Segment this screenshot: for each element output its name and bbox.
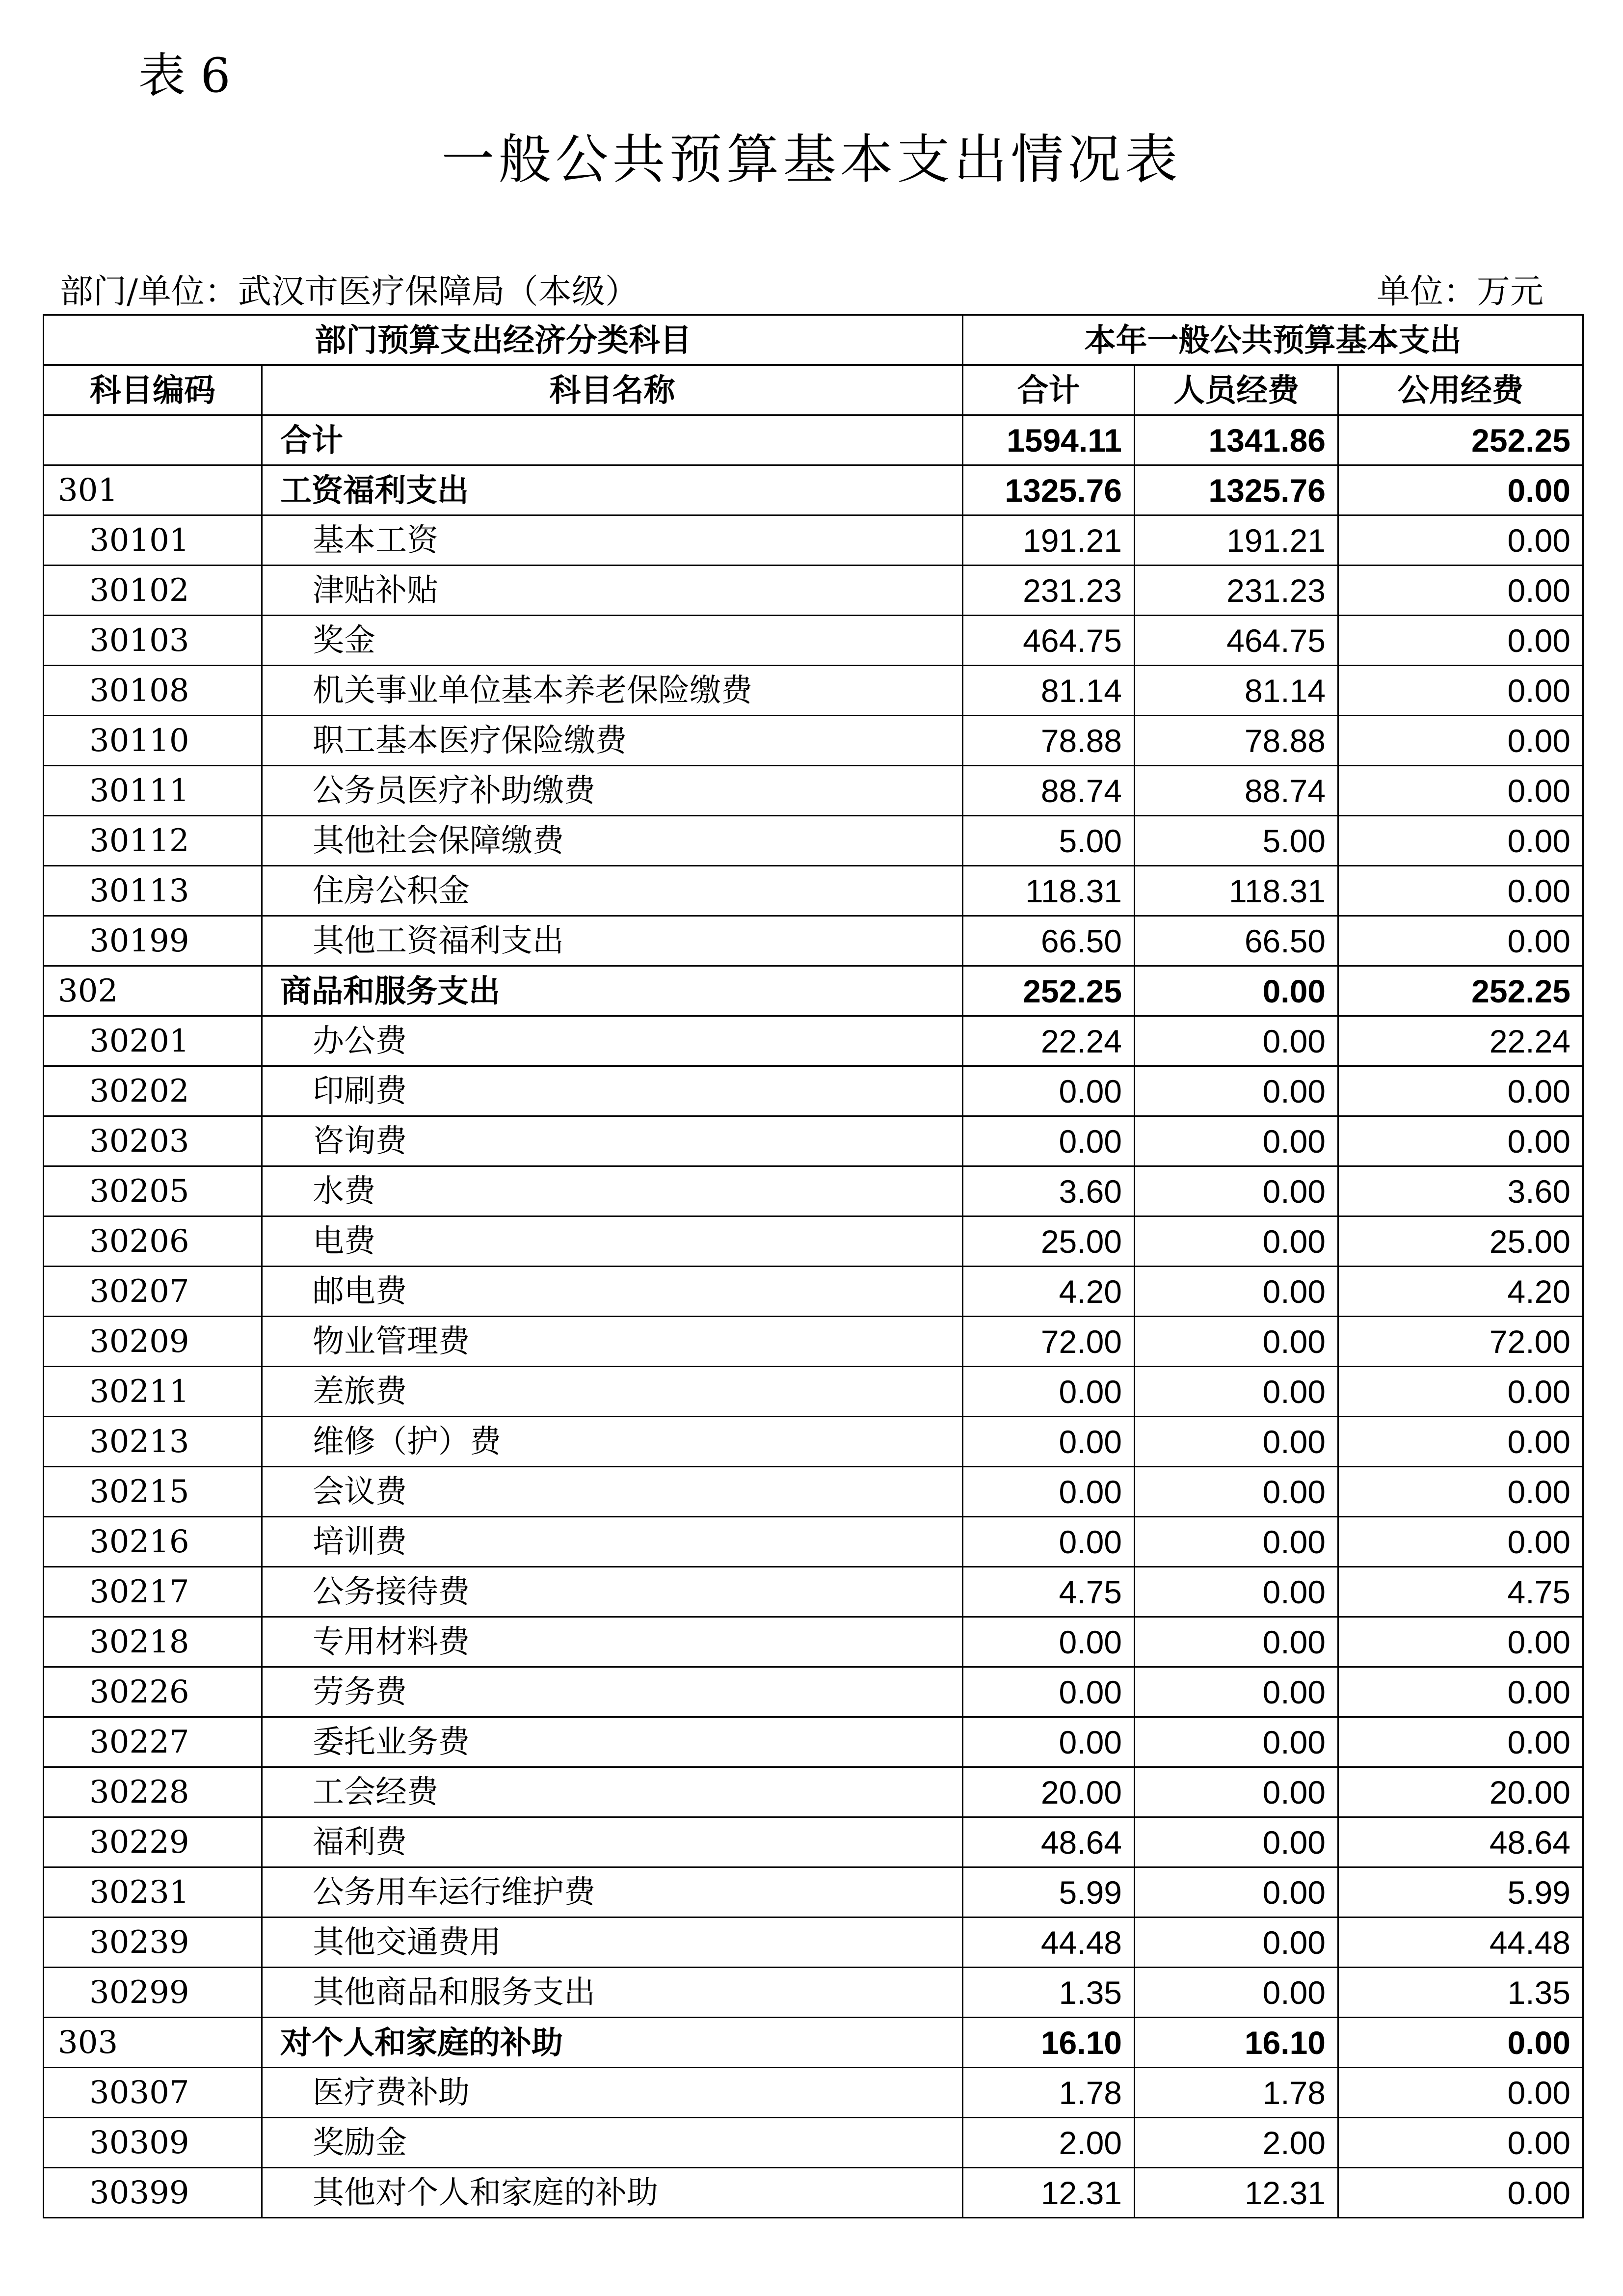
row-personnel: 0.00 bbox=[1135, 1717, 1338, 1767]
row-name: 水费 bbox=[262, 1166, 963, 1216]
row-total: 2.00 bbox=[963, 2118, 1135, 2168]
row-name: 合计 bbox=[262, 415, 963, 465]
row-name: 劳务费 bbox=[262, 1667, 963, 1717]
row-name: 邮电费 bbox=[262, 1267, 963, 1317]
row-name: 公务接待费 bbox=[262, 1567, 963, 1617]
row-code: 30103 bbox=[44, 616, 262, 666]
budget-table-body bbox=[44, 315, 1583, 2218]
row-personnel: 1.78 bbox=[1135, 2068, 1338, 2118]
row-public: 0.00 bbox=[1338, 1367, 1583, 1417]
table-row bbox=[44, 1918, 1583, 1968]
row-personnel: 0.00 bbox=[1135, 1517, 1338, 1567]
table-row bbox=[44, 1066, 1583, 1116]
row-code: 30111 bbox=[44, 766, 262, 816]
table-row bbox=[44, 1567, 1583, 1617]
row-code: 30205 bbox=[44, 1166, 262, 1216]
row-name: 职工基本医疗保险缴费 bbox=[262, 716, 963, 766]
row-name: 奖金 bbox=[262, 616, 963, 666]
row-total: 3.60 bbox=[963, 1166, 1135, 1216]
row-name: 工资福利支出 bbox=[262, 465, 963, 515]
row-name: 医疗费补助 bbox=[262, 2068, 963, 2118]
row-total: 81.14 bbox=[963, 666, 1135, 716]
row-name: 其他交通费用 bbox=[262, 1918, 963, 1968]
row-total: 4.20 bbox=[963, 1267, 1135, 1317]
table-row bbox=[44, 1667, 1583, 1717]
row-total: 1594.11 bbox=[963, 415, 1135, 465]
row-code: 30213 bbox=[44, 1417, 262, 1467]
page-title: 一般公共预算基本支出情况表 bbox=[441, 129, 1182, 190]
row-personnel: 16.10 bbox=[1135, 2018, 1338, 2068]
row-public: 4.20 bbox=[1338, 1267, 1583, 1317]
table-row bbox=[44, 1817, 1583, 1867]
row-personnel: 5.00 bbox=[1135, 816, 1338, 866]
row-personnel: 12.31 bbox=[1135, 2168, 1338, 2218]
row-total: 1.78 bbox=[963, 2068, 1135, 2118]
row-name: 公务用车运行维护费 bbox=[262, 1867, 963, 1918]
row-code: 30227 bbox=[44, 1717, 262, 1767]
row-public: 0.00 bbox=[1338, 1617, 1583, 1667]
row-name: 工会经费 bbox=[262, 1767, 963, 1817]
table-row bbox=[44, 966, 1583, 1016]
row-total: 5.00 bbox=[963, 816, 1135, 866]
row-personnel: 0.00 bbox=[1135, 1467, 1338, 1517]
header-group-right: 本年一般公共预算基本支出 bbox=[963, 315, 1583, 365]
row-code: 30215 bbox=[44, 1467, 262, 1517]
row-name: 电费 bbox=[262, 1216, 963, 1267]
table-row bbox=[44, 1867, 1583, 1918]
row-total: 66.50 bbox=[963, 916, 1135, 966]
row-public: 0.00 bbox=[1338, 766, 1583, 816]
row-public: 0.00 bbox=[1338, 1066, 1583, 1116]
row-name: 其他工资福利支出 bbox=[262, 916, 963, 966]
row-public: 0.00 bbox=[1338, 2168, 1583, 2218]
row-code: 30231 bbox=[44, 1867, 262, 1918]
table-row bbox=[44, 415, 1583, 465]
row-personnel: 0.00 bbox=[1135, 1617, 1338, 1667]
row-name: 奖励金 bbox=[262, 2118, 963, 2168]
table-row bbox=[44, 515, 1583, 566]
table-row bbox=[44, 816, 1583, 866]
row-total: 88.74 bbox=[963, 766, 1135, 816]
row-public: 0.00 bbox=[1338, 2018, 1583, 2068]
row-code: 30309 bbox=[44, 2118, 262, 2168]
row-code: 30101 bbox=[44, 515, 262, 566]
row-name: 专用材料费 bbox=[262, 1617, 963, 1667]
table-row bbox=[44, 766, 1583, 816]
table-row bbox=[44, 566, 1583, 616]
row-public: 3.60 bbox=[1338, 1166, 1583, 1216]
table-row bbox=[44, 666, 1583, 716]
row-name: 印刷费 bbox=[262, 1066, 963, 1116]
row-total: 16.10 bbox=[963, 2018, 1135, 2068]
row-personnel: 81.14 bbox=[1135, 666, 1338, 716]
row-total: 25.00 bbox=[963, 1216, 1135, 1267]
row-personnel: 0.00 bbox=[1135, 966, 1338, 1016]
row-code: 30228 bbox=[44, 1767, 262, 1817]
row-personnel: 0.00 bbox=[1135, 1918, 1338, 1968]
row-total: 44.48 bbox=[963, 1918, 1135, 1968]
row-total: 0.00 bbox=[963, 1717, 1135, 1767]
row-code: 30226 bbox=[44, 1667, 262, 1717]
row-total: 0.00 bbox=[963, 1667, 1135, 1717]
row-name: 其他商品和服务支出 bbox=[262, 1968, 963, 2018]
table-row bbox=[44, 2018, 1583, 2068]
row-personnel: 0.00 bbox=[1135, 1867, 1338, 1918]
row-total: 1.35 bbox=[963, 1968, 1135, 2018]
row-public: 5.99 bbox=[1338, 1867, 1583, 1918]
row-code: 30239 bbox=[44, 1918, 262, 1968]
row-personnel: 0.00 bbox=[1135, 1817, 1338, 1867]
row-total: 22.24 bbox=[963, 1016, 1135, 1066]
row-public: 44.48 bbox=[1338, 1918, 1583, 1968]
row-total: 12.31 bbox=[963, 2168, 1135, 2218]
row-public: 4.75 bbox=[1338, 1567, 1583, 1617]
table-row bbox=[44, 2068, 1583, 2118]
row-personnel: 0.00 bbox=[1135, 1016, 1338, 1066]
row-public: 1.35 bbox=[1338, 1968, 1583, 2018]
table-row bbox=[44, 2168, 1583, 2218]
row-code: 30217 bbox=[44, 1567, 262, 1617]
row-code: 30112 bbox=[44, 816, 262, 866]
row-personnel: 0.00 bbox=[1135, 1417, 1338, 1467]
row-total: 72.00 bbox=[963, 1317, 1135, 1367]
row-code: 302 bbox=[44, 966, 262, 1016]
header-total: 合计 bbox=[963, 365, 1135, 415]
table-row bbox=[44, 1317, 1583, 1367]
row-personnel: 0.00 bbox=[1135, 1166, 1338, 1216]
row-total: 0.00 bbox=[963, 1367, 1135, 1417]
row-code: 30202 bbox=[44, 1066, 262, 1116]
table-row bbox=[44, 1517, 1583, 1567]
row-public: 0.00 bbox=[1338, 1116, 1583, 1166]
row-name: 维修（护）费 bbox=[262, 1417, 963, 1467]
row-total: 0.00 bbox=[963, 1467, 1135, 1517]
row-total: 20.00 bbox=[963, 1767, 1135, 1817]
header-name: 科目名称 bbox=[262, 365, 963, 415]
row-code: 30102 bbox=[44, 566, 262, 616]
row-name: 其他对个人和家庭的补助 bbox=[262, 2168, 963, 2218]
row-public: 0.00 bbox=[1338, 515, 1583, 566]
row-total: 5.99 bbox=[963, 1867, 1135, 1918]
row-public: 22.24 bbox=[1338, 1016, 1583, 1066]
row-name: 福利费 bbox=[262, 1817, 963, 1867]
table-row bbox=[44, 916, 1583, 966]
row-public: 0.00 bbox=[1338, 1667, 1583, 1717]
row-name: 会议费 bbox=[262, 1467, 963, 1517]
row-code: 30209 bbox=[44, 1317, 262, 1367]
row-total: 118.31 bbox=[963, 866, 1135, 916]
row-total: 252.25 bbox=[963, 966, 1135, 1016]
row-total: 0.00 bbox=[963, 1617, 1135, 1667]
table-row bbox=[44, 1367, 1583, 1417]
row-personnel: 0.00 bbox=[1135, 1667, 1338, 1717]
row-public: 0.00 bbox=[1338, 666, 1583, 716]
table-row bbox=[44, 1216, 1583, 1267]
row-public: 0.00 bbox=[1338, 1467, 1583, 1517]
row-code: 30199 bbox=[44, 916, 262, 966]
table-row bbox=[44, 716, 1583, 766]
row-name: 其他社会保障缴费 bbox=[262, 816, 963, 866]
table-row bbox=[44, 866, 1583, 916]
table-row bbox=[44, 1116, 1583, 1166]
row-personnel: 66.50 bbox=[1135, 916, 1338, 966]
budget-table bbox=[43, 314, 1584, 2218]
row-name: 咨询费 bbox=[262, 1116, 963, 1166]
table-row bbox=[44, 1767, 1583, 1817]
row-public: 0.00 bbox=[1338, 616, 1583, 666]
row-personnel: 0.00 bbox=[1135, 1968, 1338, 2018]
table-row bbox=[44, 465, 1583, 515]
row-total: 231.23 bbox=[963, 566, 1135, 616]
row-personnel: 0.00 bbox=[1135, 1066, 1338, 1116]
header-group-left: 部门预算支出经济分类科目 bbox=[44, 315, 963, 365]
table-row bbox=[44, 1016, 1583, 1066]
row-total: 1325.76 bbox=[963, 465, 1135, 515]
row-personnel: 0.00 bbox=[1135, 1317, 1338, 1367]
row-name: 津贴补贴 bbox=[262, 566, 963, 616]
row-code: 30399 bbox=[44, 2168, 262, 2218]
row-public: 0.00 bbox=[1338, 1717, 1583, 1767]
row-personnel: 78.88 bbox=[1135, 716, 1338, 766]
row-name: 商品和服务支出 bbox=[262, 966, 963, 1016]
row-name: 办公费 bbox=[262, 1016, 963, 1066]
row-personnel: 231.23 bbox=[1135, 566, 1338, 616]
row-public: 25.00 bbox=[1338, 1216, 1583, 1267]
row-code: 301 bbox=[44, 465, 262, 515]
row-personnel: 2.00 bbox=[1135, 2118, 1338, 2168]
row-personnel: 88.74 bbox=[1135, 766, 1338, 816]
row-public: 252.25 bbox=[1338, 415, 1583, 465]
row-name: 委托业务费 bbox=[262, 1717, 963, 1767]
row-public: 0.00 bbox=[1338, 2118, 1583, 2168]
row-personnel: 1341.86 bbox=[1135, 415, 1338, 465]
table-row bbox=[44, 616, 1583, 666]
row-name: 物业管理费 bbox=[262, 1317, 963, 1367]
row-name: 差旅费 bbox=[262, 1367, 963, 1417]
header-personnel: 人员经费 bbox=[1135, 365, 1338, 415]
header-code: 科目编码 bbox=[44, 365, 262, 415]
row-personnel: 464.75 bbox=[1135, 616, 1338, 666]
row-name: 培训费 bbox=[262, 1517, 963, 1567]
row-public: 72.00 bbox=[1338, 1317, 1583, 1367]
row-code: 30299 bbox=[44, 1968, 262, 2018]
row-personnel: 0.00 bbox=[1135, 1567, 1338, 1617]
row-public: 0.00 bbox=[1338, 566, 1583, 616]
row-code: 30207 bbox=[44, 1267, 262, 1317]
row-personnel: 0.00 bbox=[1135, 1116, 1338, 1166]
row-total: 0.00 bbox=[963, 1417, 1135, 1467]
row-name: 基本工资 bbox=[262, 515, 963, 566]
row-name: 机关事业单位基本养老保险缴费 bbox=[262, 666, 963, 716]
row-personnel: 118.31 bbox=[1135, 866, 1338, 916]
table-row bbox=[44, 1467, 1583, 1517]
row-personnel: 0.00 bbox=[1135, 1216, 1338, 1267]
table-row bbox=[44, 1717, 1583, 1767]
row-name: 住房公积金 bbox=[262, 866, 963, 916]
table-row bbox=[44, 1968, 1583, 2018]
row-public: 48.64 bbox=[1338, 1817, 1583, 1867]
row-code bbox=[44, 415, 262, 465]
table-row bbox=[44, 1166, 1583, 1216]
row-code: 30229 bbox=[44, 1817, 262, 1867]
table-label: 表 6 bbox=[138, 48, 231, 103]
row-public: 20.00 bbox=[1338, 1767, 1583, 1817]
table-row bbox=[44, 1617, 1583, 1667]
row-total: 191.21 bbox=[963, 515, 1135, 566]
row-total: 78.88 bbox=[963, 716, 1135, 766]
row-code: 30211 bbox=[44, 1367, 262, 1417]
row-code: 30113 bbox=[44, 866, 262, 916]
table-row bbox=[44, 2118, 1583, 2168]
header-public: 公用经费 bbox=[1338, 365, 1583, 415]
row-code: 30206 bbox=[44, 1216, 262, 1267]
department-label: 部门/单位：武汉市医疗保障局（本级） bbox=[60, 272, 639, 311]
row-public: 0.00 bbox=[1338, 916, 1583, 966]
row-public: 0.00 bbox=[1338, 2068, 1583, 2118]
row-public: 0.00 bbox=[1338, 816, 1583, 866]
row-total: 48.64 bbox=[963, 1817, 1135, 1867]
table-row bbox=[44, 1267, 1583, 1317]
row-total: 0.00 bbox=[963, 1517, 1135, 1567]
row-code: 30108 bbox=[44, 666, 262, 716]
row-code: 30307 bbox=[44, 2068, 262, 2118]
row-code: 30201 bbox=[44, 1016, 262, 1066]
row-public: 252.25 bbox=[1338, 966, 1583, 1016]
row-name: 对个人和家庭的补助 bbox=[262, 2018, 963, 2068]
row-personnel: 0.00 bbox=[1135, 1267, 1338, 1317]
header-row-columns bbox=[44, 365, 1583, 415]
table-row bbox=[44, 1417, 1583, 1467]
header-row-group bbox=[44, 315, 1583, 365]
row-code: 303 bbox=[44, 2018, 262, 2068]
row-total: 0.00 bbox=[963, 1066, 1135, 1116]
row-code: 30203 bbox=[44, 1116, 262, 1166]
row-code: 30218 bbox=[44, 1617, 262, 1667]
row-total: 464.75 bbox=[963, 616, 1135, 666]
unit-label: 单位：万元 bbox=[1377, 272, 1544, 311]
row-name: 公务员医疗补助缴费 bbox=[262, 766, 963, 816]
row-personnel: 191.21 bbox=[1135, 515, 1338, 566]
row-public: 0.00 bbox=[1338, 1517, 1583, 1567]
row-public: 0.00 bbox=[1338, 866, 1583, 916]
row-public: 0.00 bbox=[1338, 465, 1583, 515]
row-total: 0.00 bbox=[963, 1116, 1135, 1166]
row-personnel: 0.00 bbox=[1135, 1767, 1338, 1817]
row-code: 30110 bbox=[44, 716, 262, 766]
row-personnel: 0.00 bbox=[1135, 1367, 1338, 1417]
row-public: 0.00 bbox=[1338, 716, 1583, 766]
row-personnel: 1325.76 bbox=[1135, 465, 1338, 515]
row-code: 30216 bbox=[44, 1517, 262, 1567]
row-total: 4.75 bbox=[963, 1567, 1135, 1617]
row-public: 0.00 bbox=[1338, 1417, 1583, 1467]
